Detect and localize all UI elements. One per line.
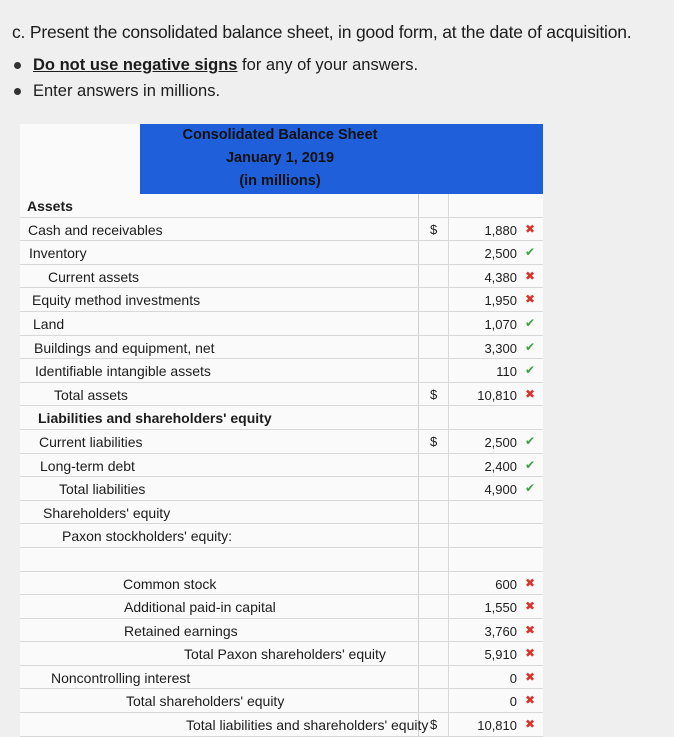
amount-input[interactable]: 3,300 [484, 340, 517, 356]
amount-input[interactable]: 1,950 [484, 293, 517, 309]
table-row [20, 265, 543, 289]
amount-input[interactable]: 5,910 [484, 647, 517, 663]
row-label: Assets [27, 198, 73, 214]
table-row [20, 666, 543, 690]
amount-input[interactable]: 4,900 [484, 482, 517, 498]
sheet-units: (in millions) [239, 173, 321, 189]
cross-icon: ✖ [524, 599, 535, 614]
amount-input[interactable]: 10,810 [477, 718, 517, 734]
sheet-title: Consolidated Balance Sheet [182, 127, 378, 143]
instructions-list [14, 52, 418, 104]
amount-input[interactable]: 600 [495, 576, 517, 592]
currency-symbol: $ [430, 221, 438, 237]
row-label: Common stock [123, 575, 217, 592]
check-icon: ✔ [524, 339, 535, 354]
row-label: Total shareholders' equity [126, 693, 285, 710]
row-label: Land [33, 315, 65, 332]
cross-icon: ✖ [524, 575, 535, 590]
amount-input[interactable]: 2,400 [484, 458, 517, 474]
amount-input[interactable]: 4,380 [484, 269, 517, 285]
currency-symbol: $ [430, 717, 438, 733]
instruction-2 [14, 78, 418, 104]
amount-input[interactable]: 1,070 [484, 316, 517, 332]
instruction-1 [14, 52, 418, 78]
table-row [20, 194, 543, 218]
check-icon: ✔ [524, 315, 535, 330]
table-row [20, 619, 543, 643]
row-label: Buildings and equipment, net [34, 339, 215, 356]
currency-symbol: $ [430, 386, 438, 402]
table-row [20, 312, 543, 336]
table-row [20, 454, 543, 478]
balance-sheet-rows [20, 194, 543, 737]
table-row [20, 689, 543, 713]
row-label: Current liabilities [39, 433, 143, 450]
check-icon: ✔ [524, 433, 535, 448]
cross-icon: ✖ [524, 717, 535, 732]
table-row [20, 572, 543, 596]
currency-symbol: $ [430, 433, 438, 449]
amount-input[interactable]: 2,500 [484, 434, 517, 450]
row-label: Paxon stockholders' equity: [62, 528, 232, 545]
table-row [20, 713, 543, 737]
row-label: Noncontrolling interest [51, 669, 191, 686]
cross-icon: ✖ [524, 669, 535, 684]
table-row [20, 477, 543, 501]
table-row [20, 406, 543, 430]
row-label: Cash and receivables [28, 221, 163, 238]
instruction-1-rest: for any of your answers. [237, 55, 419, 74]
amount-input[interactable]: 110 [496, 364, 517, 380]
check-icon: ✔ [524, 457, 535, 472]
table-row [20, 642, 543, 666]
table-row [20, 383, 543, 407]
row-label: Inventory [29, 245, 87, 262]
row-label: Long-term debt [40, 457, 135, 474]
row-label: Total liabilities [59, 481, 146, 498]
row-label: Retained earnings [124, 622, 238, 639]
instruction-1-emphasis: Do not use negative signs [33, 55, 238, 74]
table-row [20, 524, 543, 548]
bullet-dot-icon [14, 62, 21, 69]
amount-input[interactable]: 1,550 [484, 600, 517, 616]
cross-icon: ✖ [524, 693, 535, 708]
cross-icon: ✖ [524, 622, 535, 637]
cross-icon: ✖ [524, 386, 535, 401]
table-row [20, 548, 543, 572]
amount-input[interactable]: 0 [509, 670, 517, 686]
row-label: Liabilities and shareholders' equity [38, 410, 272, 427]
amount-input[interactable]: 1,880 [484, 222, 517, 238]
row-label: Total Paxon shareholders' equity [184, 646, 386, 663]
table-row [20, 288, 543, 312]
table-row [20, 359, 543, 383]
table-row [20, 218, 543, 242]
amount-input[interactable]: 2,500 [484, 246, 517, 262]
amount-input[interactable]: 0 [509, 694, 517, 710]
cross-icon: ✖ [524, 221, 535, 236]
row-label: Total liabilities and shareholders' equity [186, 717, 429, 734]
bullet-dot-icon [14, 88, 21, 95]
table-row [20, 241, 543, 265]
row-label: Current assets [48, 268, 140, 285]
row-label: Additional paid-in capital [124, 599, 276, 616]
table-row [20, 430, 543, 454]
amount-input[interactable]: 10,810 [477, 387, 517, 403]
cross-icon: ✖ [524, 268, 535, 283]
check-icon: ✔ [524, 245, 535, 260]
check-icon: ✔ [524, 481, 535, 496]
check-icon: ✔ [524, 363, 535, 378]
cross-icon: ✖ [524, 292, 535, 307]
sheet-date: January 1, 2019 [225, 150, 335, 166]
amount-input[interactable]: 3,760 [484, 623, 517, 639]
row-label: Equity method investments [32, 292, 201, 309]
row-label: Total assets [54, 386, 128, 403]
balance-sheet-header [20, 124, 543, 194]
question-text: c. Present the consolidated balance sheet, in good form, at the date of acquisition. [12, 22, 632, 42]
table-row [20, 336, 543, 360]
row-label: Shareholders' equity [43, 504, 171, 521]
instruction-2-text: Enter answers in millions. [33, 81, 221, 100]
row-label: Identifiable intangible assets [35, 363, 211, 380]
table-row [20, 501, 543, 525]
cross-icon: ✖ [524, 646, 535, 661]
table-row [20, 595, 543, 619]
balance-sheet-table [20, 124, 543, 737]
